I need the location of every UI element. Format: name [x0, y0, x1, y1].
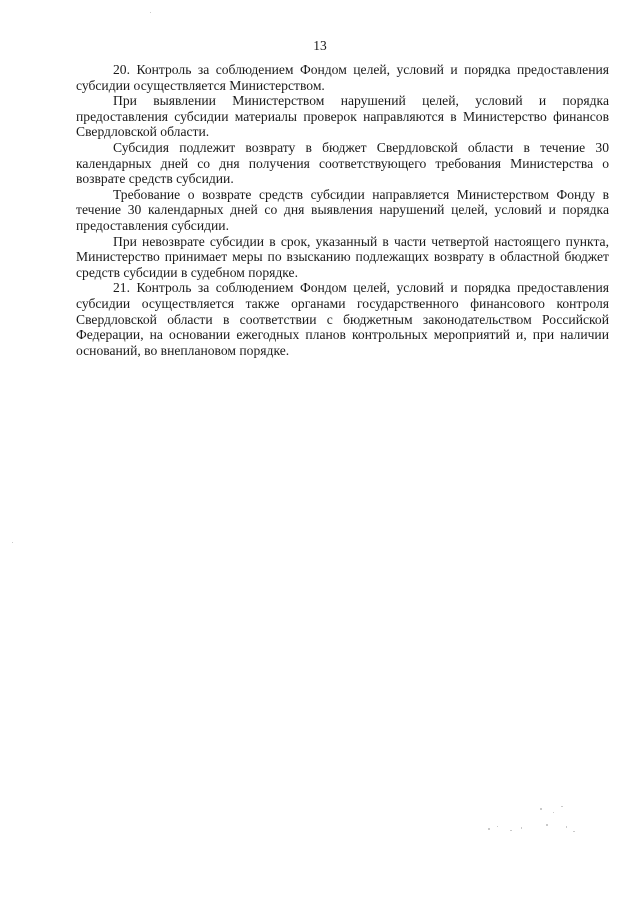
scan-speck — [150, 12, 151, 13]
scan-speck — [510, 830, 512, 831]
scan-speck — [497, 826, 498, 827]
scan-speck — [540, 808, 542, 810]
paragraph-clause-21: 21. Контроль за соблюдением Фондом целей, условий и порядка предоставления субсидии осуществляется также органами государственного финансового контроля Свердловской области в соответствии с бюджетным законодательством Российской Федерации, на основании ежегодных планов контрольных мероприятий и, при наличии оснований, во внеплановом порядке. — [76, 280, 609, 358]
paragraph-subsidy-return: Субсидия подлежит возврату в бюджет Свердловской области в течение 30 календарных дней со дня получения соответствующего требования Министерства о возврате средств субсидии. — [76, 139, 609, 187]
scan-speck — [521, 827, 522, 829]
scan-speck — [566, 826, 567, 828]
page-number: 13 — [313, 38, 327, 53]
scan-speck — [561, 806, 563, 807]
scan-speck — [573, 831, 575, 832]
document-body — [76, 62, 609, 358]
scan-speck — [488, 828, 490, 830]
paragraph-return-demand: Требование о возврате средств субсидии направляется Министерством Фонду в течение 30 календарных дней со дня выявления нарушений целей, условий и порядка предоставления субсидии. — [76, 186, 609, 233]
paragraph-violations-report: При выявлении Министерством нарушений целей, условий и порядка предоставления субсидии материалы проверок направляются в Министерство финансов Свердловской области. — [76, 93, 609, 140]
scan-speck — [553, 812, 554, 813]
paragraph-non-return: При невозврате субсидии в срок, указанный в части четвертой настоящего пункта, Министерство принимает меры по взысканию подлежащих возврату в областной бюджет средств субсидии в судебном порядке. — [76, 233, 609, 280]
scan-speck — [546, 824, 548, 826]
paragraph-clause-20: 20. Контроль за соблюдением Фондом целей, условий и порядка предоставления субсидии осуществляется Министерством. — [76, 62, 609, 93]
scan-speck — [12, 542, 13, 543]
